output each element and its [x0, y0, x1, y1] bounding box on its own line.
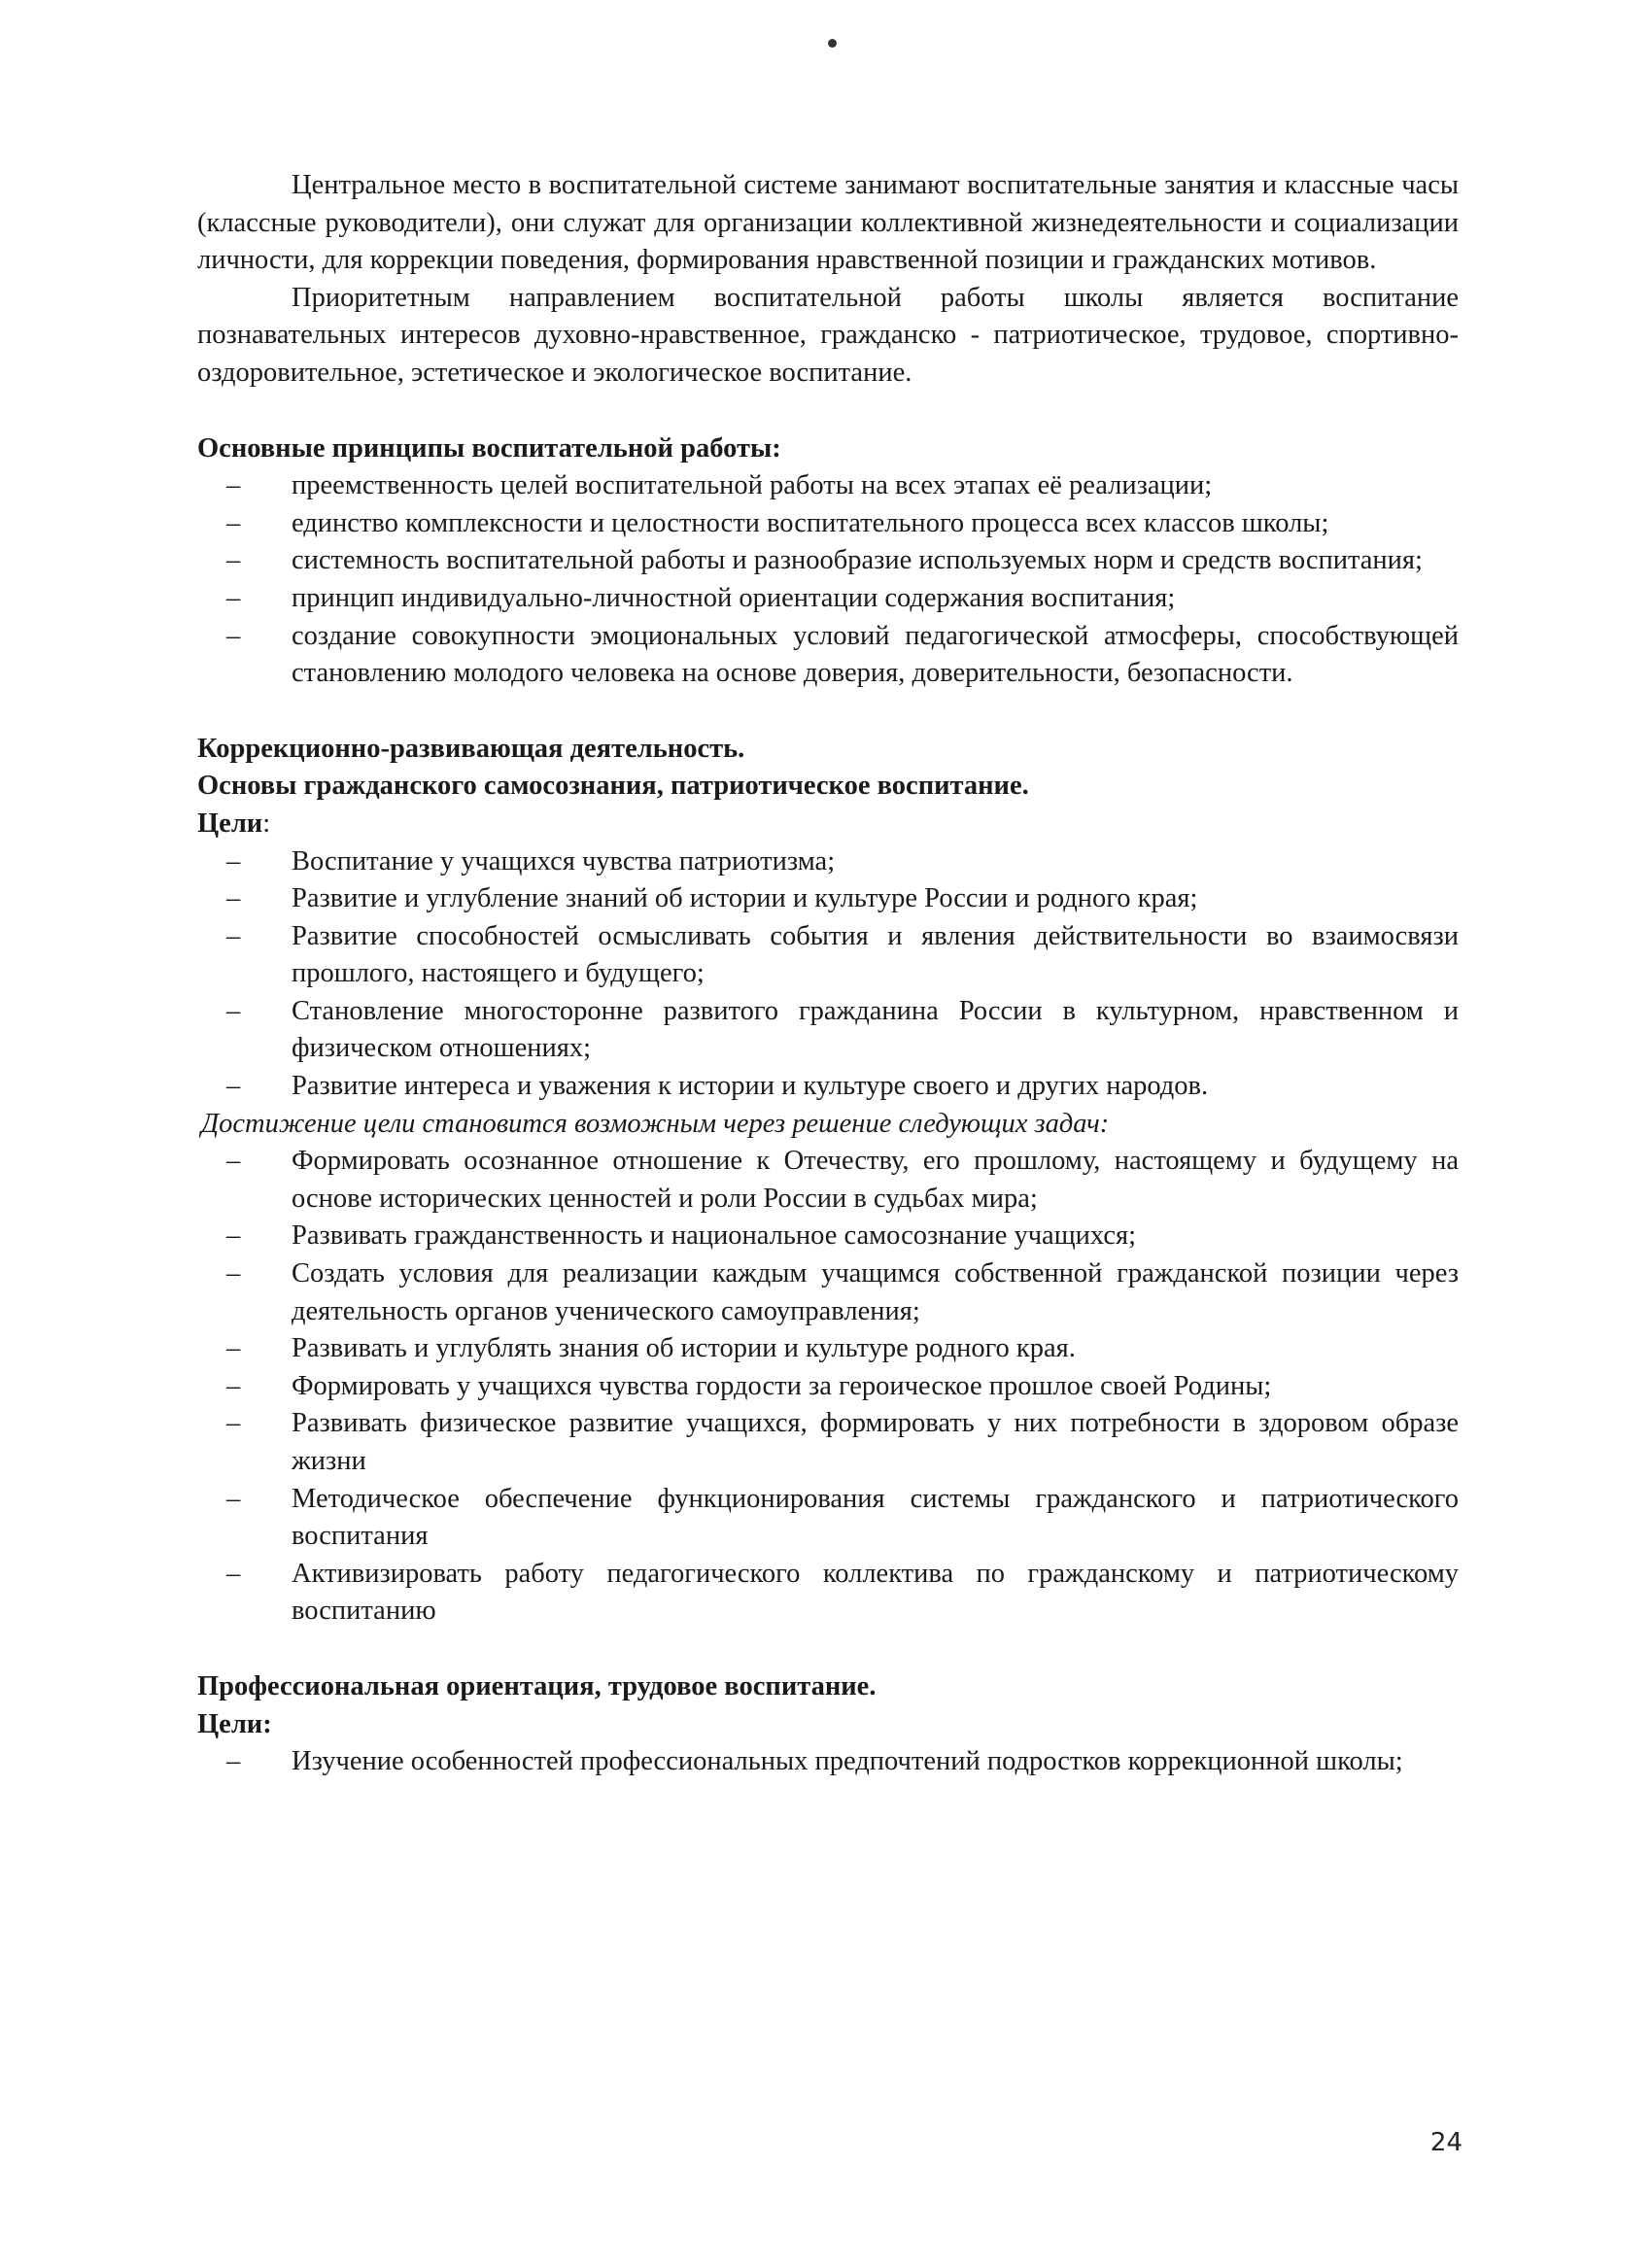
list-item: – Становление многосторонне развитого гражданина России в культурном, нравственном и физическом отношениях; [197, 993, 1459, 1068]
intro-paragraph-1: Центральное место в воспитательной системе занимают воспитательные занятия и классные часы (классные руководители), они служат для организации коллективной жизнедеятельности и социализации личности, для коррекции поведения, формирования нравственной позиции и гражданских мотивов. [197, 170, 1459, 276]
list-item: – принцип индивидуально-личностной ориентации содержания воспитания; [197, 580, 1459, 618]
page-number: 24 [1429, 2128, 1463, 2157]
list-item: – Изучение особенностей профессиональных предпочтений подростков коррекционной школы; [197, 1743, 1459, 1781]
list-item: – Создать условия для реализации каждым учащимся собственной гражданской позиции через деятельность органов ученического самоуправления; [197, 1255, 1459, 1330]
goals-label: Цели [197, 808, 263, 839]
list-item: – Развитие способностей осмысливать события и явления действительности во взаимосвязи прошлого, настоящего и будущего; [197, 918, 1459, 993]
tasks-intro: Достижение цели становится возможным через решение следующих задач: [201, 1108, 1110, 1139]
career-goals-list [197, 1743, 1459, 1781]
patriotic-goals-list [197, 843, 1459, 1106]
goals-colon: : [262, 808, 271, 839]
patriotic-tasks-list [197, 1143, 1459, 1631]
list-item: – Развитие и углубление знаний об истории и культуре России и родного края; [197, 880, 1459, 918]
list-item: – Формировать осознанное отношение к Отечеству, его прошлому, настоящему и будущему на основе исторических ценностей и роли России в судьбах мира; [197, 1143, 1459, 1218]
list-item: – Методическое обеспечение функционирования системы гражданского и патриотического воспитания [197, 1481, 1459, 1556]
list-item: – системность воспитательной работы и разнообразие используемых норм и средств воспитания; [197, 542, 1459, 580]
list-item: – Развивать гражданственность и национальное самосознание учащихся; [197, 1218, 1459, 1255]
list-item: – преемственность целей воспитательной работы на всех этапах её реализации; [197, 467, 1459, 505]
correction-heading: Коррекционно-развивающая деятельность. [197, 733, 745, 764]
career-goals-heading: Цели: [197, 1708, 272, 1739]
principles-list [197, 467, 1459, 693]
list-item: – Развивать физическое развитие учащихся, формировать у них потребности в здоровом образе жизни [197, 1405, 1459, 1480]
list-item: – создание совокупности эмоциональных условий педагогической атмосферы, способствующей становлению молодого человека на основе доверия, доверительности, безопасности. [197, 618, 1459, 693]
page-content [197, 167, 1459, 1781]
intro-paragraph-2: Приоритетным направлением воспитательной работы школы является воспитание познавательных интересов духовно-нравственное, гражданско - патриотическое, трудовое, спортивно-оздоровительное, эстетическое и экологическое воспитание. [197, 282, 1459, 388]
scan-dot [828, 39, 837, 48]
principles-heading: Основные принципы воспитательной работы: [197, 432, 781, 464]
goals-heading [197, 806, 1459, 843]
list-item: – Развитие интереса и уважения к истории и культуре своего и других народов. [197, 1068, 1459, 1106]
career-heading: Профессиональная ориентация, трудовое воспитание. [197, 1670, 877, 1701]
list-item: – Развивать и углублять знания об истории и культуре родного края. [197, 1330, 1459, 1368]
list-item: – Воспитание у учащихся чувства патриотизма; [197, 843, 1459, 881]
list-item: – Формировать у учащихся чувства гордости за героическое прошлое своей Родины; [197, 1368, 1459, 1406]
list-item: – единство комплексности и целостности воспитательного процесса всех классов школы; [197, 505, 1459, 543]
patriotic-heading: Основы гражданского самосознания, патриотическое воспитание. [197, 771, 1029, 802]
list-item: – Активизировать работу педагогического коллектива по гражданскому и патриотическому воспитанию [197, 1556, 1459, 1631]
